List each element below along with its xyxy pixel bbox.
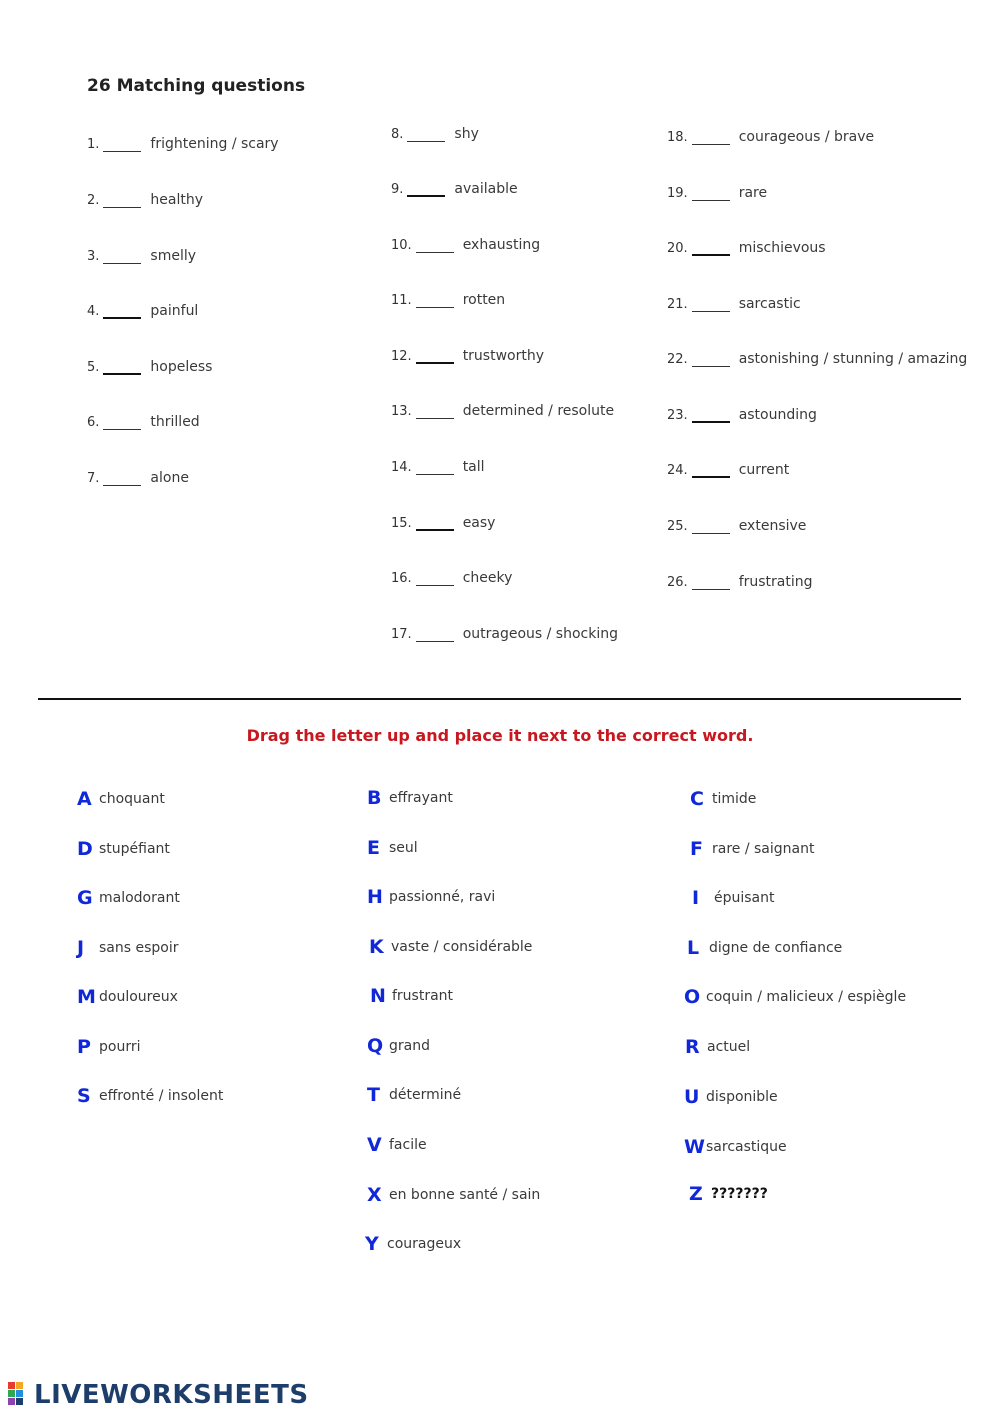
option-O[interactable] [684, 986, 906, 1010]
instruction-text: Drag the letter up and place it next to the correct word. [246, 726, 754, 745]
option-text: sans espoir [99, 940, 179, 956]
answer-drop-slot[interactable] [692, 130, 730, 145]
question-word: current [738, 462, 790, 478]
option-A[interactable] [77, 788, 165, 812]
option-text: effronté / insolent [99, 1088, 224, 1104]
question-word: thrilled [150, 414, 200, 430]
logo-mark-icon [8, 1382, 30, 1408]
option-letter[interactable]: S [77, 1085, 91, 1107]
question-23 [667, 407, 817, 429]
option-text: épuisant [714, 890, 775, 906]
answer-drop-slot[interactable] [692, 297, 730, 312]
question-24 [667, 462, 789, 484]
question-number: 24. [667, 463, 688, 478]
question-word: shy [454, 126, 479, 142]
option-text: douloureux [99, 989, 178, 1005]
option-letter[interactable]: C [690, 788, 704, 810]
question-16 [391, 570, 512, 592]
option-text: seul [389, 840, 418, 856]
option-X[interactable] [367, 1184, 540, 1208]
option-letter[interactable]: D [77, 838, 93, 860]
option-Z[interactable] [689, 1183, 768, 1207]
question-word: tall [462, 459, 485, 475]
option-N[interactable] [370, 985, 453, 1009]
question-word: frightening / scary [150, 136, 279, 152]
option-letter[interactable]: M [77, 986, 96, 1008]
brand-name: LIVEWORKSHEETS [34, 1380, 309, 1410]
option-S[interactable] [77, 1085, 223, 1109]
question-word: exhausting [462, 237, 541, 253]
question-7 [87, 470, 189, 492]
question-8 [391, 126, 479, 148]
answer-drop-slot[interactable] [692, 575, 730, 590]
option-text: rare / saignant [712, 841, 815, 857]
question-word: determined / resolute [462, 403, 615, 419]
question-number: 15. [391, 516, 412, 531]
question-15 [391, 515, 495, 537]
option-text: coquin / malicieux / espiègle [706, 989, 907, 1005]
question-5 [87, 359, 212, 381]
option-letter[interactable]: Z [689, 1183, 703, 1205]
answer-drop-slot[interactable] [416, 293, 454, 308]
answer-drop-slot[interactable] [416, 404, 454, 419]
question-25 [667, 518, 806, 540]
question-4 [87, 303, 198, 325]
option-text: ??????? [711, 1186, 768, 1202]
option-letter[interactable]: V [367, 1134, 382, 1156]
option-T[interactable] [367, 1084, 461, 1108]
option-text: digne de confiance [709, 940, 843, 956]
option-letter[interactable]: Y [365, 1233, 379, 1255]
option-letter[interactable]: Q [367, 1035, 384, 1057]
question-number: 17. [391, 627, 412, 642]
option-E[interactable] [367, 837, 418, 861]
option-letter[interactable]: U [684, 1086, 700, 1108]
question-word: mischievous [738, 240, 826, 256]
option-P[interactable] [77, 1036, 140, 1060]
answer-drop-slot[interactable] [103, 415, 141, 430]
question-number: 2. [87, 193, 100, 208]
question-2 [87, 192, 203, 214]
option-letter[interactable]: X [367, 1184, 382, 1206]
question-11 [391, 292, 505, 314]
question-13 [391, 403, 614, 425]
question-word: outrageous / shocking [462, 626, 618, 642]
option-text: timide [712, 791, 757, 807]
question-12 [391, 348, 544, 370]
answer-drop-slot[interactable] [416, 515, 454, 531]
question-number: 1. [87, 137, 100, 152]
question-number: 10. [391, 238, 412, 253]
question-word: cheeky [462, 570, 513, 586]
answer-drop-slot[interactable] [692, 519, 730, 534]
option-text: effrayant [389, 790, 453, 806]
question-number: 16. [391, 571, 412, 586]
question-18 [667, 129, 874, 151]
question-number: 26. [667, 575, 688, 590]
question-word: smelly [150, 248, 197, 264]
question-20 [667, 240, 826, 262]
answer-drop-slot[interactable] [407, 181, 445, 197]
option-K[interactable] [369, 936, 532, 960]
option-letter[interactable]: A [77, 788, 92, 810]
answer-drop-slot[interactable] [692, 240, 730, 256]
option-letter[interactable]: O [684, 986, 701, 1008]
question-number: 21. [667, 297, 688, 312]
question-word: easy [462, 515, 496, 531]
option-letter[interactable]: K [369, 936, 384, 958]
answer-drop-slot[interactable] [407, 127, 445, 142]
option-text: courageux [387, 1236, 462, 1252]
option-V[interactable] [367, 1134, 427, 1158]
option-F[interactable] [690, 838, 814, 862]
section-divider [38, 698, 961, 700]
question-word: courageous / brave [738, 129, 875, 145]
answer-drop-slot[interactable] [416, 460, 454, 475]
option-letter[interactable]: I [692, 887, 700, 909]
option-J[interactable] [77, 937, 179, 961]
question-word: astounding [738, 407, 817, 423]
question-1 [87, 136, 279, 158]
option-letter[interactable]: N [370, 985, 386, 1007]
option-G[interactable] [77, 887, 180, 911]
option-text: sarcastique [706, 1139, 787, 1155]
question-word: frustrating [738, 574, 813, 590]
option-text: passionné, ravi [389, 889, 496, 905]
option-B[interactable] [367, 787, 453, 811]
option-Q[interactable] [367, 1035, 430, 1059]
liveworksheets-logo [8, 1380, 309, 1410]
question-word: alone [150, 470, 189, 486]
option-text: choquant [99, 791, 165, 807]
question-word: astonishing / stunning / amazing [738, 351, 968, 367]
option-I[interactable] [692, 887, 775, 911]
answer-drop-slot[interactable] [692, 462, 730, 478]
option-letter[interactable]: R [685, 1036, 700, 1058]
option-H[interactable] [367, 886, 495, 910]
option-text: actuel [707, 1039, 751, 1055]
option-letter[interactable]: W [684, 1136, 705, 1158]
question-word: sarcastic [738, 296, 801, 312]
question-number: 25. [667, 519, 688, 534]
question-number: 9. [391, 182, 404, 197]
option-text: frustrant [392, 988, 454, 1004]
page-title: 26 Matching questions [87, 76, 306, 96]
option-letter[interactable]: F [690, 838, 703, 860]
question-word: painful [150, 303, 199, 319]
option-text: stupéfiant [99, 841, 170, 857]
question-word: healthy [150, 192, 204, 208]
question-number: 23. [667, 408, 688, 423]
answer-drop-slot[interactable] [692, 352, 730, 367]
question-number: 20. [667, 241, 688, 256]
question-19 [667, 185, 767, 207]
question-number: 6. [87, 415, 100, 430]
question-17 [391, 626, 618, 648]
option-R[interactable] [685, 1036, 750, 1060]
answer-drop-slot[interactable] [103, 359, 141, 375]
question-number: 22. [667, 352, 688, 367]
option-letter[interactable]: E [367, 837, 380, 859]
answer-drop-slot[interactable] [103, 137, 141, 152]
option-text: malodorant [99, 890, 180, 906]
option-letter[interactable]: J [77, 937, 85, 959]
option-text: facile [389, 1137, 427, 1153]
question-number: 12. [391, 349, 412, 364]
question-number: 14. [391, 460, 412, 475]
question-number: 7. [87, 471, 100, 486]
option-letter[interactable]: T [367, 1084, 380, 1106]
option-text: disponible [706, 1089, 778, 1105]
question-number: 13. [391, 404, 412, 419]
option-letter[interactable]: G [77, 887, 93, 909]
answer-drop-slot[interactable] [416, 571, 454, 586]
option-letter[interactable]: H [367, 886, 383, 908]
question-word: available [454, 181, 518, 197]
option-text: grand [389, 1038, 430, 1054]
option-text: pourri [99, 1039, 141, 1055]
option-text: en bonne santé / sain [389, 1187, 541, 1203]
question-21 [667, 296, 801, 318]
option-text: déterminé [389, 1087, 462, 1103]
answer-drop-slot[interactable] [692, 407, 730, 423]
answer-drop-slot[interactable] [103, 193, 141, 208]
question-6 [87, 414, 200, 436]
answer-drop-slot[interactable] [416, 627, 454, 642]
answer-drop-slot[interactable] [416, 238, 454, 253]
question-9 [391, 181, 518, 203]
question-number: 5. [87, 360, 100, 375]
question-14 [391, 459, 485, 481]
question-word: extensive [738, 518, 807, 534]
question-number: 18. [667, 130, 688, 145]
option-M[interactable] [77, 986, 178, 1010]
option-W[interactable] [684, 1136, 787, 1160]
question-word: hopeless [150, 359, 213, 375]
question-3 [87, 248, 196, 270]
answer-drop-slot[interactable] [692, 186, 730, 201]
question-word: trustworthy [462, 348, 545, 364]
question-word: rare [738, 185, 768, 201]
question-22 [667, 351, 967, 373]
question-10 [391, 237, 540, 259]
option-L[interactable] [687, 937, 842, 961]
option-letter[interactable]: P [77, 1036, 91, 1058]
answer-drop-slot[interactable] [103, 303, 141, 319]
option-Y[interactable] [365, 1233, 461, 1257]
question-number: 11. [391, 293, 412, 308]
question-number: 19. [667, 186, 688, 201]
question-number: 8. [391, 127, 404, 142]
question-26 [667, 574, 813, 596]
answer-drop-slot[interactable] [416, 348, 454, 364]
answer-drop-slot[interactable] [103, 249, 141, 264]
option-letter[interactable]: L [687, 937, 700, 959]
option-letter[interactable]: B [367, 787, 382, 809]
question-number: 4. [87, 304, 100, 319]
question-word: rotten [462, 292, 506, 308]
option-U[interactable] [684, 1086, 778, 1110]
answer-drop-slot[interactable] [103, 471, 141, 486]
question-number: 3. [87, 249, 100, 264]
option-C[interactable] [690, 788, 756, 812]
option-D[interactable] [77, 838, 170, 862]
option-text: vaste / considérable [391, 939, 533, 955]
